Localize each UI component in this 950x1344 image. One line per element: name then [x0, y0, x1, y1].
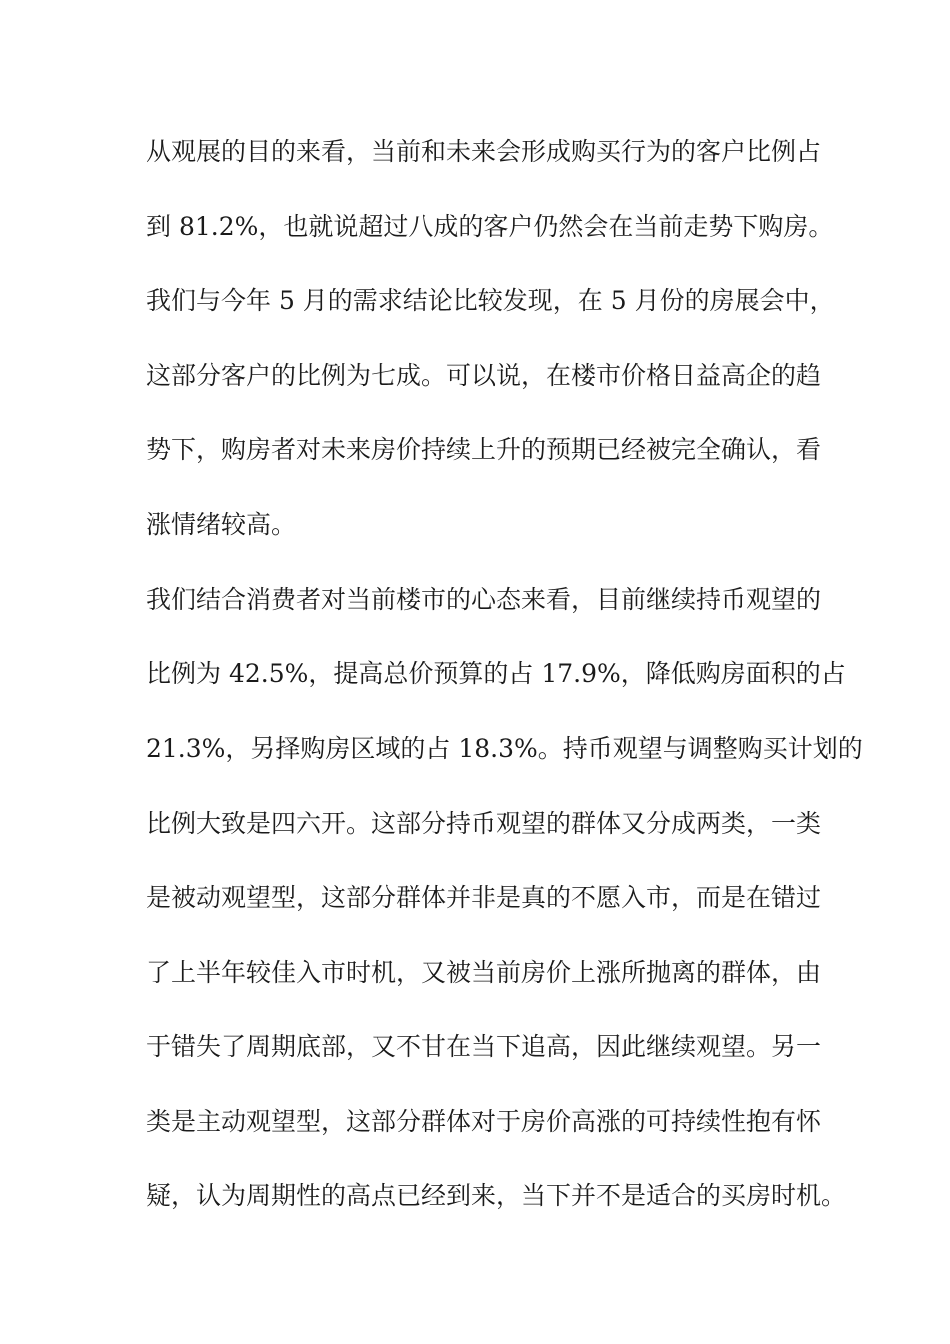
text-line: 类是主动观望型，这部分群体对于房价高涨的可持续性抱有怀 [146, 1107, 822, 1136]
text-line: 涨情绪较高。 [146, 510, 297, 539]
text-line: 了上半年较佳入市时机，又被当前房价上涨所抛离的群体，由 [146, 958, 822, 987]
text-line: 这部分客户的比例为七成。可以说，在楼市价格日益高企的趋 [146, 361, 822, 390]
text-line: 比例大致是四六开。这部分持币观望的群体又分成两类，一类 [146, 809, 822, 838]
text-line: 我们与今年 5 月的需求结论比较发现，在 5 月份的房展会中， [146, 286, 835, 315]
text-line: 疑，认为周期性的高点已经到来，当下并不是适合的买房时机。 [146, 1181, 847, 1210]
text-line: 我们结合消费者对当前楼市的心态来看，目前继续持币观望的 [146, 585, 822, 614]
text-line: 21.3%，另择购房区域的占 18.3%。持币观望与调整购买计划的 [146, 734, 863, 763]
text-line: 到 81.2%，也就说超过八成的客户仍然会在当前走势下购房。 [146, 212, 834, 241]
text-line: 于错失了周期底部，又不甘在当下追高，因此继续观望。另一 [146, 1032, 822, 1061]
text-line: 是被动观望型，这部分群体并非是真的不愿入市，而是在错过 [146, 883, 822, 912]
text-line: 势下，购房者对未来房价持续上升的预期已经被完全确认，看 [146, 435, 822, 464]
text-line: 从观展的目的来看，当前和未来会形成购买行为的客户比例占 [146, 137, 822, 166]
text-line: 比例为 42.5%，提高总价预算的占 17.9%，降低购房面积的占 [146, 659, 846, 688]
